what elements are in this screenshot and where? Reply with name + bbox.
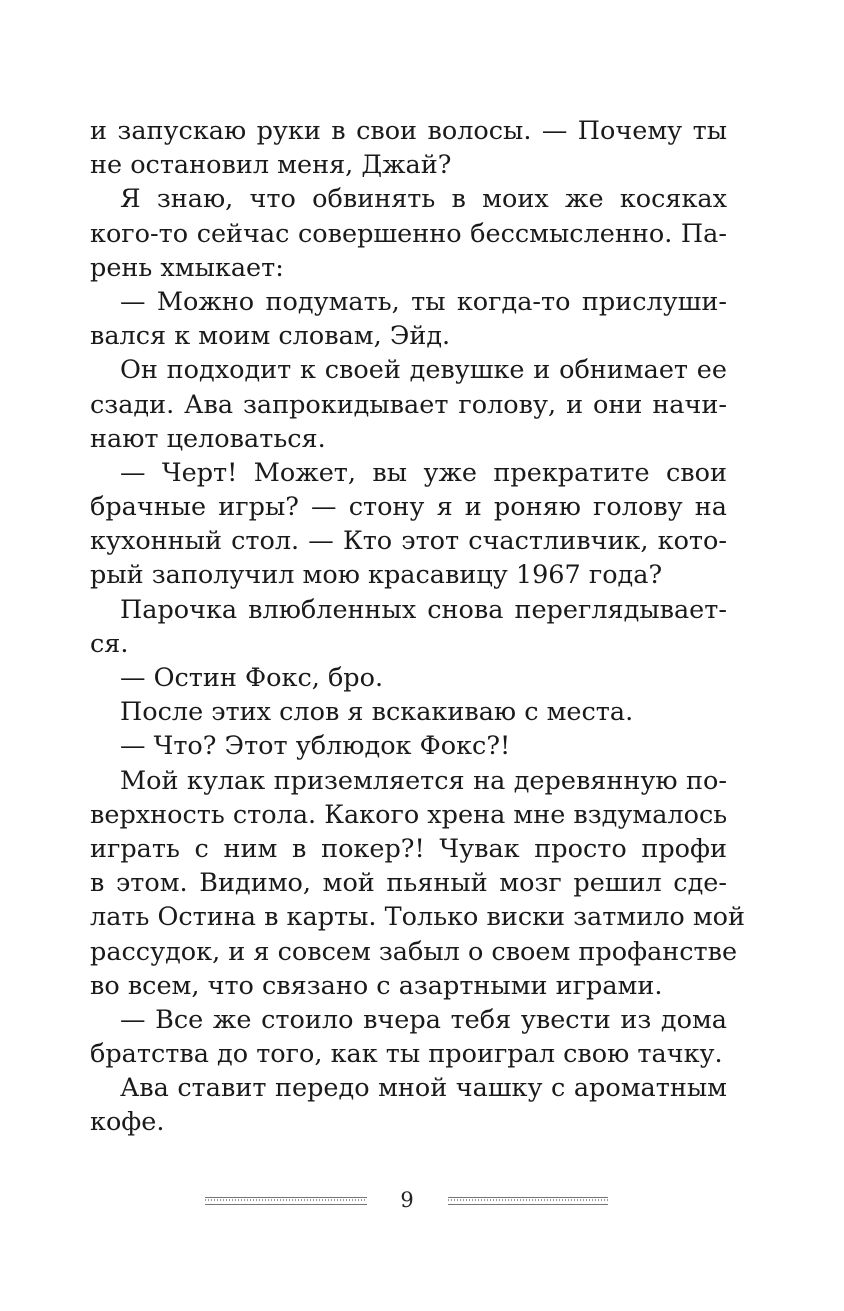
text-line: рассудок, и я совсем забыл о своем профанстве [90, 936, 738, 967]
text-line: в этом. Видимо, мой пьяный мозг решил сде- [90, 868, 727, 899]
text-line: играть с ним в покер?! Чувак просто профи [90, 833, 727, 864]
page-number: 9 [400, 1188, 414, 1212]
text-line: — Что? Этот ублюдок Фокс?! [120, 731, 511, 762]
text-line: не остановил меня, Джай? [90, 150, 452, 181]
text-line: — Остин Фокс, бро. [120, 663, 384, 693]
text-line: лать Остина в карты. Только виски затмило мой [90, 902, 746, 933]
footer-rule-left [205, 1197, 367, 1205]
text-line: Я знаю, что обвинять в моих же косяках [120, 184, 727, 215]
text-line: Парочка влюбленных снова переглядывает- [120, 594, 727, 625]
text-line: вался к моим словам, Эйд. [90, 321, 451, 352]
text-line: Ава ставит передо мной чашку с ароматным [120, 1073, 727, 1104]
text-line: верхность стола. Какого хрена мне вздумалось [90, 799, 728, 830]
text-line: После этих слов я вскакиваю с места. [120, 697, 634, 728]
text-line: рый заполучил мою красавицу 1967 года? [90, 560, 663, 591]
text-line: кухонный стол. — Кто этот счастливчик, кото- [90, 526, 727, 557]
text-line: кого-то сейчас совершенно бессмысленно. Па- [90, 218, 727, 249]
text-line: брачные игры? — стону я и роняю голову на [90, 492, 727, 523]
text-line: Он подходит к своей девушке и обнимает ее [120, 355, 727, 386]
text-line: — Можно подумать, ты когда-то прислуши- [120, 286, 727, 317]
text-line: рень хмыкает: [90, 252, 284, 283]
footer-rule-right [448, 1197, 608, 1205]
text-line: — Все же стоило вчера тебя увести из дома [120, 1004, 727, 1035]
text-line: и запускаю руки в свои волосы. — Почему ты [90, 116, 727, 146]
text-line: Мой кулак приземляется на деревянную по- [120, 765, 727, 796]
text-line: — Черт! Может, вы уже прекратите свои [120, 457, 727, 488]
text-line: кофе. [90, 1107, 165, 1138]
text-line: нают целоваться. [90, 423, 326, 454]
page-footer [0, 1182, 844, 1218]
body-text [90, 114, 746, 1140]
text-line: ся. [90, 628, 129, 659]
text-line: братства до того, как ты проиграл свою тачку. [90, 1039, 723, 1070]
text-line: сзади. Ава запрокидывает голову, и они начи- [90, 389, 727, 420]
text-line: во всем, что связано с азартными играми. [90, 970, 663, 1001]
